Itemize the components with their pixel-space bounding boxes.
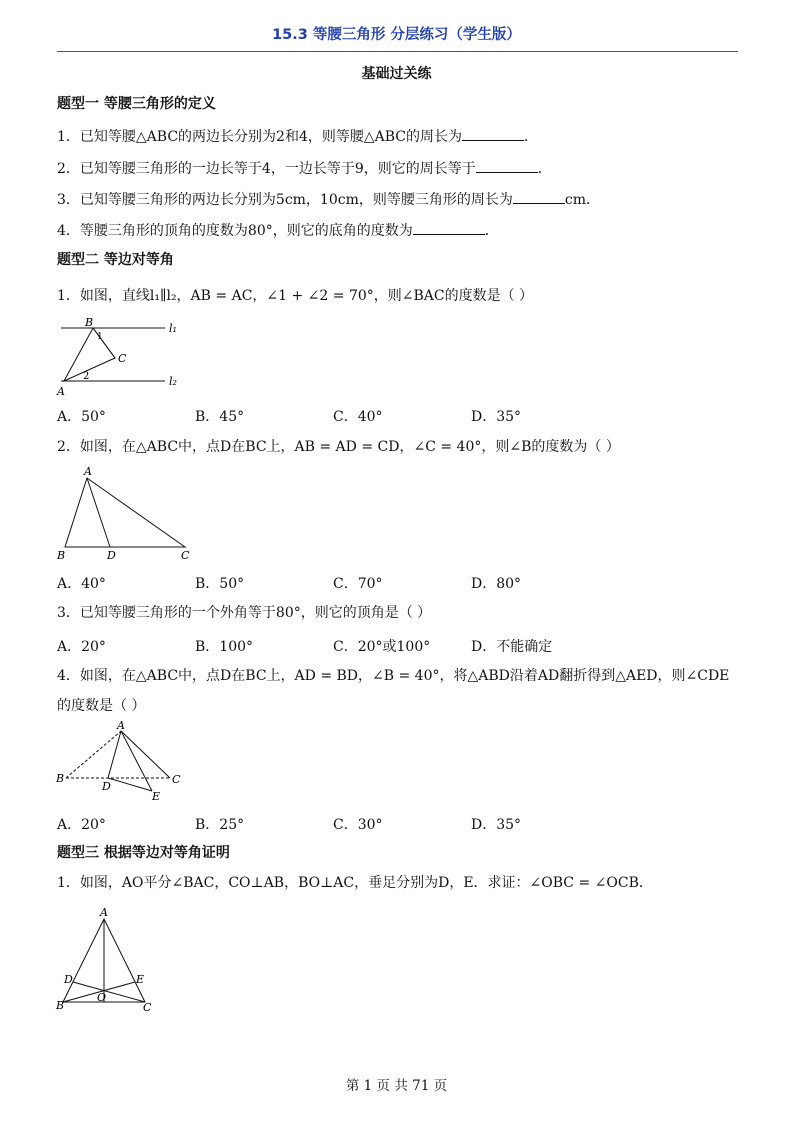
s1-q2-end: ．: [537, 161, 552, 177]
page-header-title: 15.3 等腰三角形 分层练习（学生版）: [272, 27, 521, 43]
s2-q4-option-b: B．25°: [195, 817, 245, 833]
s1-question-1: [57, 126, 538, 146]
section-title-2: 题型二 等边对等角: [57, 252, 174, 268]
figure-parallel-lines: [55, 316, 190, 398]
s2-question-3: 3．已知等腰三角形的一个外角等于80°，则它的顶角是（ ）: [57, 605, 432, 621]
segment-de: [108, 778, 152, 791]
label-a: A: [84, 465, 92, 478]
s1-q3-end: cm．: [564, 192, 600, 208]
label-d: D: [64, 973, 73, 986]
s1-q2-text: 2．已知等腰三角形的一边长等于4，一边长等于9，则它的周长等于: [57, 161, 476, 177]
s2-q3-option-a: A．20°: [57, 639, 106, 655]
s3-question-1: 1．如图，AO平分∠BAC，CO⊥AB，BO⊥AC，垂足分别为D，E．求证：∠OBC = ∠OCB．: [57, 875, 653, 891]
label-b: B: [56, 772, 65, 785]
triangle-abc: [64, 328, 115, 381]
label-a: A: [57, 385, 65, 398]
triangle-abc: [65, 478, 185, 547]
s1-q1-end: ．: [524, 129, 538, 145]
s2-q4-option-d: D．35°: [471, 817, 522, 833]
label-c: C: [143, 1001, 152, 1014]
label-o: O: [97, 991, 107, 1004]
s2-q4-option-a: A．20°: [57, 817, 106, 833]
figure-triangle-abd: [55, 462, 200, 562]
label-a: A: [100, 906, 108, 919]
s2-question-2: 2．如图，在△ABC中，点D在BC上，AB = AD = CD，∠C = 40°，则∠B的度数为（ ）: [57, 439, 620, 455]
label-angle-1: 1: [97, 332, 103, 342]
s1-question-3: [57, 189, 600, 209]
segment-cd: [73, 982, 145, 1002]
answer-blank: [513, 189, 565, 204]
section-title-1: 题型一 等腰三角形的定义: [57, 96, 216, 112]
segment-ad: [87, 478, 110, 547]
s1-question-2: [57, 158, 552, 178]
s2-q3-option-b: B．100°: [195, 639, 254, 655]
label-a: A: [117, 720, 125, 732]
section-title-3: 题型三 根据等边对等角证明: [57, 845, 230, 861]
s1-q4-end: ．: [484, 223, 499, 239]
figure-isosceles-proof: [55, 902, 165, 1017]
answer-blank: [476, 158, 538, 173]
label-l1: l₁: [169, 322, 177, 335]
s2-q4-option-c: C．30°: [333, 817, 383, 833]
label-e: E: [136, 973, 145, 986]
s2-q2-option-b: B．50°: [195, 576, 245, 592]
s1-question-4: [57, 220, 499, 240]
s2-q2-option-c: C．70°: [333, 576, 383, 592]
label-b: B: [56, 999, 65, 1012]
segment-ad: [108, 731, 121, 778]
answer-blank: [413, 220, 485, 235]
s1-q1-text: 1．已知等腰△ABC的两边长分别为2和4，则等腰△ABC的周长为: [57, 129, 462, 145]
segment-ac: [121, 731, 170, 778]
segment-ae: [121, 731, 152, 791]
s2-q2-option-d: D．80°: [471, 576, 522, 592]
label-b: B: [57, 549, 66, 562]
header-divider: [57, 51, 738, 52]
s2-question-1: 1．如图，直线l₁∥l₂，AB = AC，∠1 + ∠2 = 70°，则∠BAC的度数是（ ）: [57, 288, 534, 304]
s2-question-4-line-1: 4．如图，在△ABC中，点D在BC上，AD = BD，∠B = 40°，将△ABD沿着AD翻折得到△AED，则∠CDE: [57, 668, 730, 684]
s2-q1-option-c: C．40°: [333, 409, 383, 425]
figure-fold-triangle: [55, 720, 190, 805]
s2-q1-option-d: D．35°: [471, 409, 522, 425]
label-b: B: [85, 316, 94, 329]
s2-q3-option-d: D．不能确定: [471, 639, 553, 655]
label-l2: l₂: [169, 375, 177, 388]
label-e: E: [152, 790, 161, 803]
page-footer: 第 1 页 共 71 页: [345, 1078, 448, 1094]
s1-q3-text: 3．已知等腰三角形的两边长分别为5cm，10cm，则等腰三角形的周长为: [57, 192, 513, 208]
s2-question-4-line-2: 的度数是（ ）: [57, 698, 146, 714]
label-angle-2: 2: [83, 371, 90, 382]
segment-ab-dashed: [66, 731, 121, 778]
level-title: 基础过关练: [361, 66, 432, 82]
label-d: D: [102, 780, 111, 793]
s2-q3-option-c: C．20°或100°: [333, 639, 431, 655]
label-c: C: [181, 549, 190, 562]
label-d: D: [107, 549, 116, 562]
s2-q1-option-b: B．45°: [195, 409, 245, 425]
answer-blank: [462, 126, 524, 141]
s1-q4-text: 4．等腰三角形的顶角的度数为80°，则它的底角的度数为: [57, 223, 413, 239]
s2-q2-option-a: A．40°: [57, 576, 106, 592]
label-c: C: [118, 352, 127, 365]
s2-q1-option-a: A．50°: [57, 409, 106, 425]
label-c: C: [172, 773, 181, 786]
